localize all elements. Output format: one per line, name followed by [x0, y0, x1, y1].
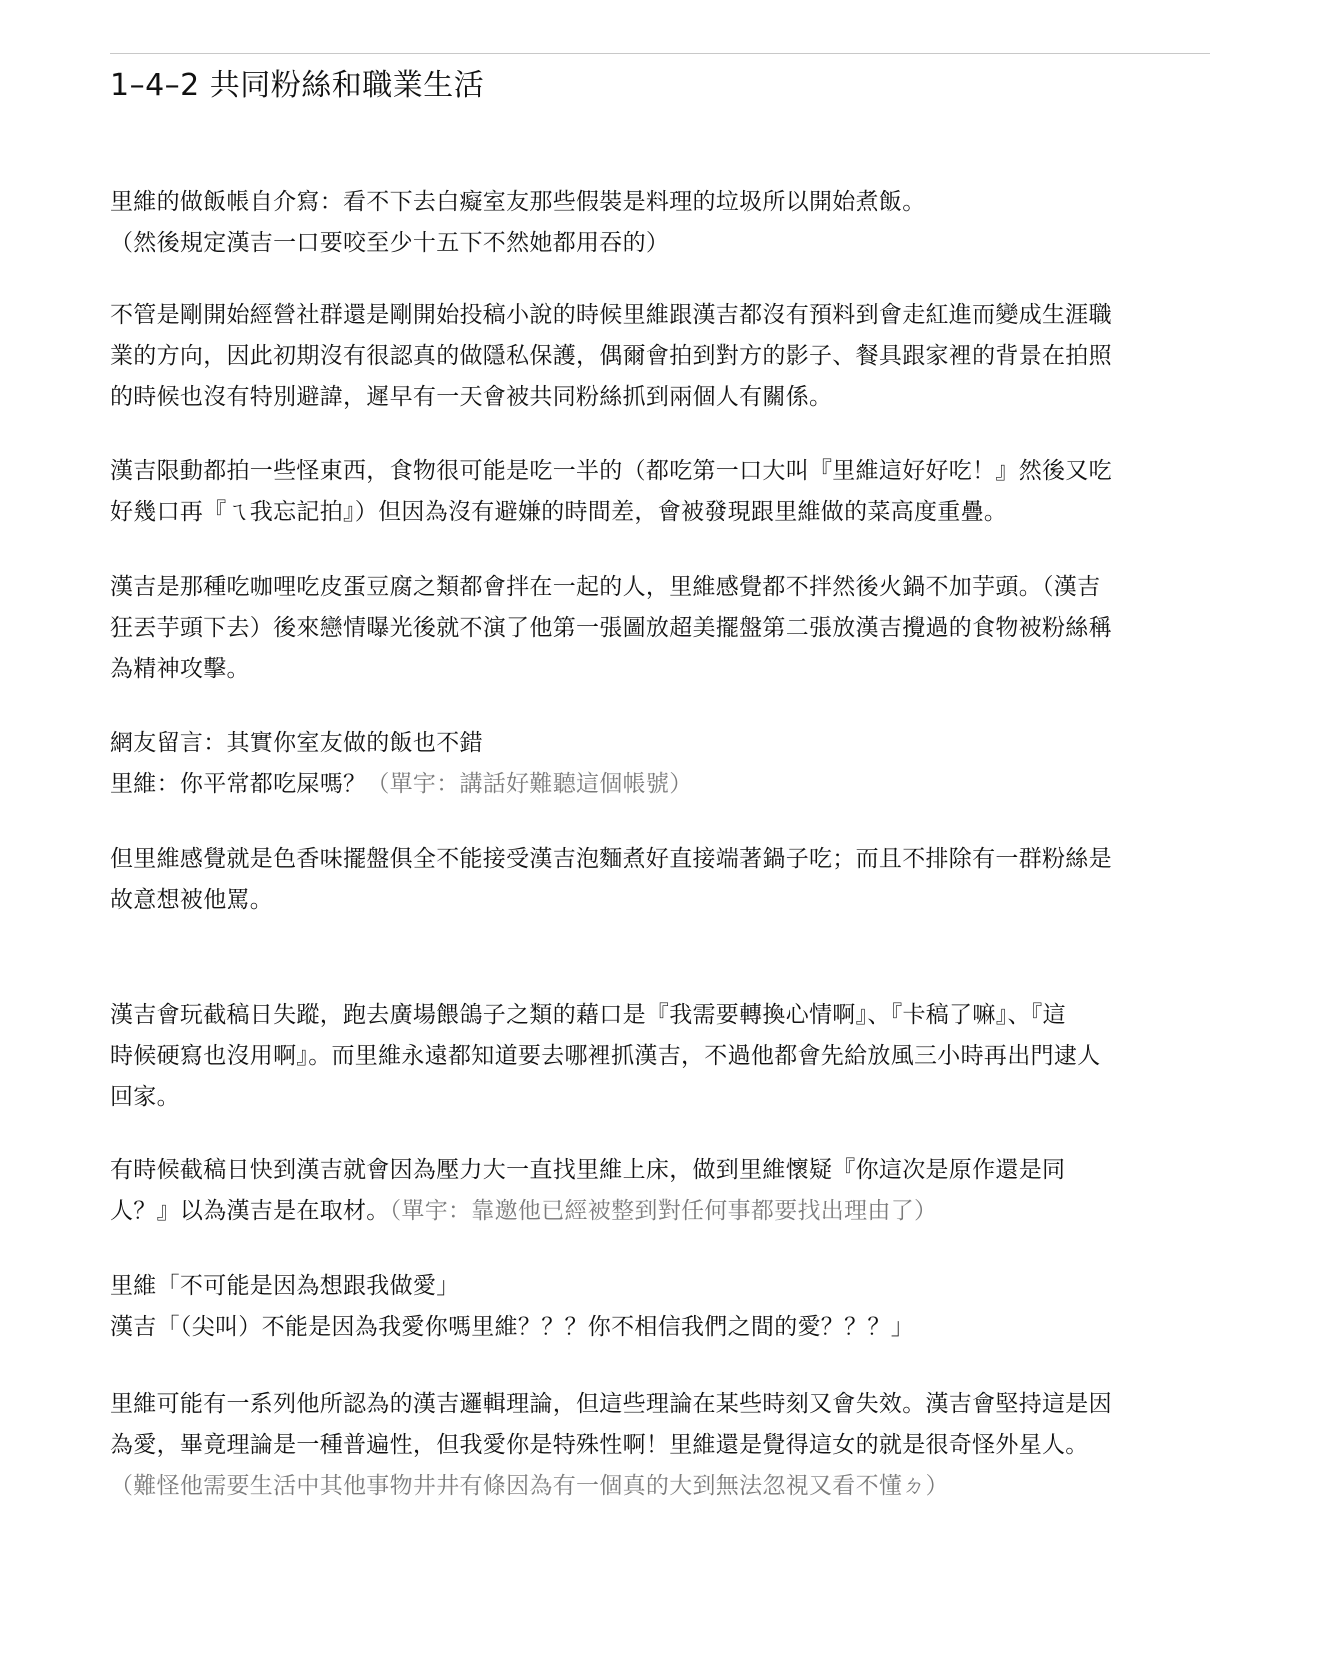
author-note: （單宇：靠邀他已經被整到對任何事都要找出理由了）	[389, 1198, 938, 1224]
paragraph-line: 漢吉會玩截稿日失蹤，跑去廣場餵鴿子之類的藉口是『我需要轉換心情啊』、『卡稿了嘛』、『這	[110, 1002, 1066, 1028]
paragraph-line: 漢吉是那種吃咖哩吃皮蛋豆腐之類都會拌在一起的人，里維感覺都不拌然後火鍋不加芋頭。（漢吉	[110, 574, 1101, 600]
paragraph-line: 回家。	[110, 1084, 180, 1110]
paragraph-privacy	[110, 295, 1210, 418]
paragraph-line: 好幾口再『ㄟ我忘記拍』）但因為沒有避嫌的時間差，會被發現跟里維做的菜高度重疊。	[110, 499, 1008, 525]
paragraph-dialogue	[110, 1266, 1210, 1348]
paragraph-line: 里維可能有一系列他所認為的漢吉邏輯理論，但這些理論在某些時刻又會失效。漢吉會堅持這是因	[110, 1391, 1112, 1417]
paragraph-line	[110, 764, 1210, 805]
body-text: 人？』以為漢吉是在取材。	[110, 1198, 390, 1224]
paragraph-line: 時候硬寫也沒用啊』。而里維永遠都知道要去哪裡抓漢吉，不過他都會先給放風三小時再出門逮人	[110, 1043, 1101, 1069]
reply-text: 里維：你平常都吃屎嗎？	[110, 771, 367, 797]
author-note: （單宇：講話好難聽這個帳號）	[366, 771, 693, 797]
paragraph-cooking-account-intro	[110, 182, 1210, 264]
paragraph-line: 有時候截稿日快到漢吉就會因為壓力大一直找里維上床，做到里維懷疑『你這次是原作還是同	[110, 1157, 1066, 1183]
paragraph-line: 故意想被他罵。	[110, 887, 274, 913]
paragraph-line: 業的方向，因此初期沒有很認真的做隱私保護，偶爾會拍到對方的影子、餐具跟家裡的背景在拍照	[110, 343, 1112, 369]
paragraph-plating	[110, 839, 1210, 921]
paragraph-line: 狂丟芋頭下去）後來戀情曝光後就不演了他第一張圖放超美擺盤第二張放漢吉攪過的食物被粉絲稱	[110, 615, 1112, 641]
paragraph-mixing-food	[110, 567, 1210, 690]
paragraph-line: （然後規定漢吉一口要咬至少十五下不然她都用吞的）	[110, 230, 670, 256]
paragraph-line: 為精神攻擊。	[110, 656, 250, 682]
paragraph-line: 的時候也沒有特別避諱，遲早有一天會被共同粉絲抓到兩個人有關係。	[110, 384, 833, 410]
paragraph-line: 網友留言：其實你室友做的飯也不錯	[110, 730, 483, 756]
paragraph-logic-theory	[110, 1384, 1210, 1507]
paragraph-line: 漢吉限動都拍一些怪東西，食物很可能是吃一半的（都吃第一口大叫『里維這好好吃！』然後又吃	[110, 458, 1112, 484]
paragraph-line	[110, 1191, 1210, 1232]
paragraph-line: 為愛，畢竟理論是一種普遍性，但我愛你是特殊性啊！里維還是覺得這女的就是很奇怪外星人。	[110, 1432, 1089, 1458]
dialogue-line: 漢吉「（尖叫）不能是因為我愛你嗎里維？？？你不相信我們之間的愛？？？」	[110, 1314, 914, 1340]
paragraph-stories-food	[110, 451, 1210, 533]
paragraph-line: 不管是剛開始經營社群還是剛開始投稿小說的時候里維跟漢吉都沒有預料到會走紅進而變成生涯職	[110, 302, 1112, 328]
section-heading: 1–4–2 共同粉絲和職業生活	[110, 68, 485, 103]
paragraph-deadline-stress	[110, 1150, 1210, 1232]
paragraph-deadline-disappear	[110, 995, 1210, 1118]
dialogue-line: 里維「不可能是因為想跟我做愛」	[110, 1273, 460, 1299]
author-note: （難怪他需要生活中其他事物井井有條因為有一個真的大到無法忽視又看不懂ㄉ）	[110, 1473, 949, 1499]
top-divider	[110, 53, 1210, 54]
paragraph-line: 里維的做飯帳自介寫：看不下去白癡室友那些假裝是料理的垃圾所以開始煮飯。	[110, 189, 926, 215]
paragraph-line: 但里維感覺就是色香味擺盤俱全不能接受漢吉泡麵煮好直接端著鍋子吃；而且不排除有一群粉絲是	[110, 846, 1112, 872]
paragraph-comment-reply	[110, 723, 1210, 805]
